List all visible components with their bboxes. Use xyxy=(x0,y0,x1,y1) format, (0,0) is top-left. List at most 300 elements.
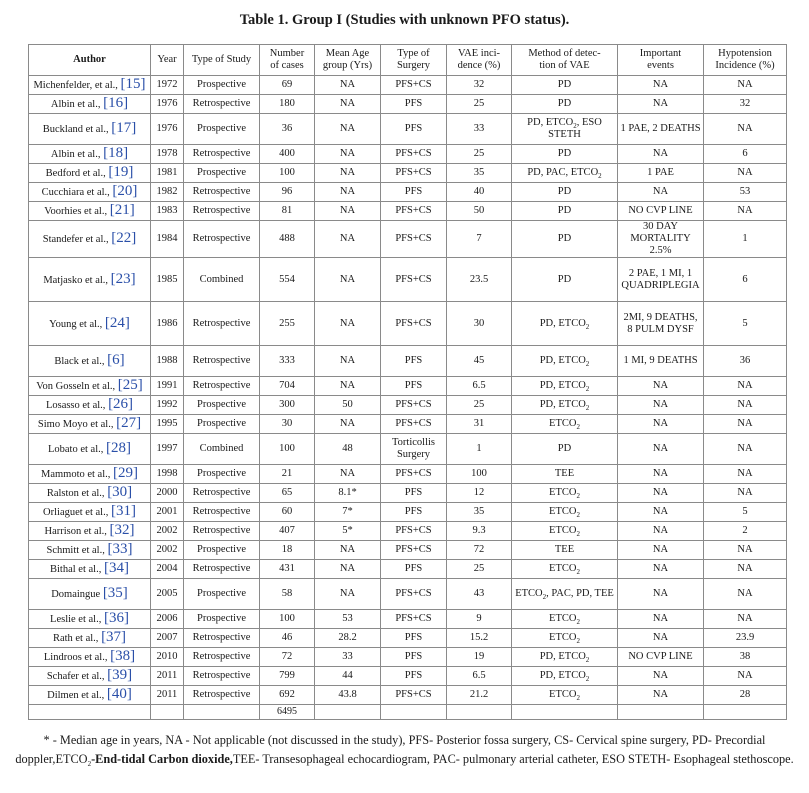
table-row xyxy=(29,648,787,667)
cell-vae: 21.2 xyxy=(447,686,512,705)
author-name: Ralston et al., xyxy=(46,488,108,499)
reference-link[interactable]: [35] xyxy=(102,585,128,601)
cell-author xyxy=(29,114,151,145)
table-row xyxy=(29,560,787,579)
author-name: Mammoto et al., xyxy=(40,469,114,480)
reference-link[interactable]: [26] xyxy=(108,396,134,412)
author-name: Dilmen et al., xyxy=(47,690,107,701)
table-row xyxy=(29,258,787,302)
author-name: Harrison et al., xyxy=(44,526,110,537)
cell-surgery: PFS xyxy=(381,183,447,202)
total-cases: 6495 xyxy=(260,705,315,720)
cell-vae: 31 xyxy=(447,415,512,434)
cell-method: TEE xyxy=(512,541,618,560)
cell-age: NA xyxy=(315,145,381,164)
cell-age: NA xyxy=(315,164,381,183)
cell-author xyxy=(29,465,151,484)
author-name: Matjasko et al., xyxy=(43,274,111,286)
cell-vae: 19 xyxy=(447,648,512,667)
cell-hypo: 2 xyxy=(704,522,787,541)
cell-vae: 35 xyxy=(447,503,512,522)
table-row xyxy=(29,434,787,465)
cell-surgery: PFS+CS xyxy=(381,541,447,560)
table-row xyxy=(29,202,787,221)
cell-events: NA xyxy=(618,610,704,629)
cell-age: 43.8 xyxy=(315,686,381,705)
cell-year: 1995 xyxy=(151,415,184,434)
cell-age: NA xyxy=(315,346,381,377)
cell-method: $ETCO_2$ xyxy=(512,484,618,503)
cell-study: Combined xyxy=(184,258,260,302)
cell-method: PD xyxy=(512,183,618,202)
cell-events: NA xyxy=(618,541,704,560)
cell-surgery: PFS xyxy=(381,629,447,648)
table-row xyxy=(29,415,787,434)
cell-vae: 35 xyxy=(447,164,512,183)
cell-study: Retrospective xyxy=(184,667,260,686)
cell-events: NA xyxy=(618,145,704,164)
cell-study: Prospective xyxy=(184,76,260,95)
header-study-type: Type of Study xyxy=(184,45,260,76)
cell-age: NA xyxy=(315,415,381,434)
cell-cases: 18 xyxy=(260,541,315,560)
cell-author xyxy=(29,503,151,522)
table-row xyxy=(29,164,787,183)
cell-surgery: PFS+CS xyxy=(381,145,447,164)
table-title: Table 1. Group I (Studies with unknown PFO status). xyxy=(239,12,570,28)
cell-author xyxy=(29,396,151,415)
cell-method: $ETCO_2$ xyxy=(512,610,618,629)
cell-author xyxy=(29,95,151,114)
cell-vae: 33 xyxy=(447,114,512,145)
cell-age: 50 xyxy=(315,396,381,415)
author-name: Schafer et al., xyxy=(46,671,108,682)
cell-hypo: 5 xyxy=(704,302,787,346)
author-name: Lobato et al., xyxy=(47,444,107,455)
footnote-text-2: TEE- Transesophageal echocardiogram, PAC- pulmonary arterial catheter, ESO STETH- Esophageal stethoscope. xyxy=(232,752,794,766)
empty-cell xyxy=(447,705,512,720)
table-row xyxy=(29,396,787,415)
cell-author xyxy=(29,667,151,686)
cell-events: NA xyxy=(618,95,704,114)
cell-vae: 43 xyxy=(447,579,512,610)
header-surgery: Type of Surgery xyxy=(381,45,447,76)
cell-vae: 7 xyxy=(447,221,512,258)
reference-link[interactable]: [29] xyxy=(113,465,139,481)
table-row xyxy=(29,145,787,164)
reference-link[interactable]: [28] xyxy=(106,440,132,456)
cell-method: $ETCO_2$ xyxy=(512,503,618,522)
cell-hypo: NA xyxy=(704,164,787,183)
cell-vae: 6.5 xyxy=(447,667,512,686)
reference-link[interactable]: [23] xyxy=(110,270,136,287)
cell-age: NA xyxy=(315,202,381,221)
cell-surgery: PFS+CS xyxy=(381,164,447,183)
cell-author xyxy=(29,377,151,396)
cell-cases: 554 xyxy=(260,258,315,302)
cell-study: Prospective xyxy=(184,610,260,629)
cell-method: PD, $ETCO_2$ xyxy=(512,396,618,415)
author-name: Lindroos et al., xyxy=(43,652,111,663)
cell-vae: 50 xyxy=(447,202,512,221)
cell-age: 33 xyxy=(315,648,381,667)
cell-author xyxy=(29,629,151,648)
reference-link[interactable]: [31] xyxy=(110,503,136,519)
table-row xyxy=(29,629,787,648)
cell-events: 2MI, 9 DEATHS, 8 PULM DYSF xyxy=(618,302,704,346)
reference-link[interactable]: [16] xyxy=(103,95,129,111)
reference-link[interactable]: [17] xyxy=(111,120,137,136)
cell-cases: 100 xyxy=(260,610,315,629)
cell-events: NA xyxy=(618,76,704,95)
author-name: Albin et al., xyxy=(50,99,104,110)
cell-surgery: PFS xyxy=(381,95,447,114)
reference-link[interactable]: [40] xyxy=(106,686,132,702)
cell-author xyxy=(29,302,151,346)
header-hypotension: Hypotension Incidence (%) xyxy=(704,45,787,76)
reference-link[interactable]: [24] xyxy=(104,314,130,331)
cell-author xyxy=(29,76,151,95)
cell-year: 1986 xyxy=(151,302,184,346)
empty-cell xyxy=(151,705,184,720)
author-name: Losasso et al., xyxy=(45,400,109,411)
cell-surgery: PFS xyxy=(381,560,447,579)
reference-link[interactable]: [21] xyxy=(109,202,135,218)
header-method: Method of detec- tion of VAE xyxy=(512,45,618,76)
cell-year: 2011 xyxy=(151,667,184,686)
cell-hypo: 38 xyxy=(704,648,787,667)
cell-events: NA xyxy=(618,560,704,579)
cell-age: NA xyxy=(315,302,381,346)
table-row xyxy=(29,95,787,114)
table-row xyxy=(29,579,787,610)
empty-cell xyxy=(512,705,618,720)
cell-surgery: PFS xyxy=(381,648,447,667)
cell-cases: 81 xyxy=(260,202,315,221)
cell-events: 30 DAY MORTALITY 2.5% xyxy=(618,221,704,258)
cell-study: Retrospective xyxy=(184,95,260,114)
cell-study: Prospective xyxy=(184,396,260,415)
reference-link[interactable]: [30] xyxy=(107,484,133,500)
table-row xyxy=(29,686,787,705)
cell-study: Retrospective xyxy=(184,484,260,503)
cell-year: 2010 xyxy=(151,648,184,667)
cell-vae: 6.5 xyxy=(447,377,512,396)
cell-method: $ETCO_2$, PAC, PD, TEE xyxy=(512,579,618,610)
table-row xyxy=(29,183,787,202)
cell-study: Retrospective xyxy=(184,686,260,705)
cell-surgery: PFS+CS xyxy=(381,302,447,346)
author-name: Von Gosseln et al., xyxy=(36,381,118,392)
cell-vae: 40 xyxy=(447,183,512,202)
cell-year: 2006 xyxy=(151,610,184,629)
cell-cases: 407 xyxy=(260,522,315,541)
cell-method: PD xyxy=(512,258,618,302)
cell-method: $ETCO_2$ xyxy=(512,560,618,579)
cell-study: Retrospective xyxy=(184,629,260,648)
table-row xyxy=(29,346,787,377)
cell-cases: 704 xyxy=(260,377,315,396)
cell-hypo: NA xyxy=(704,484,787,503)
cell-year: 1981 xyxy=(151,164,184,183)
cell-year: 1985 xyxy=(151,258,184,302)
cell-events: 1 PAE, 2 DEATHS xyxy=(618,114,704,145)
author-name: Buckland et al., xyxy=(42,124,112,135)
cell-year: 1992 xyxy=(151,396,184,415)
cell-surgery: PFS+CS xyxy=(381,579,447,610)
cell-age: NA xyxy=(315,95,381,114)
cell-year: 1984 xyxy=(151,221,184,258)
cell-events: NA xyxy=(618,686,704,705)
author-name: Bedford et al., xyxy=(45,168,109,179)
cell-cases: 100 xyxy=(260,434,315,465)
author-name: Standefer et al., xyxy=(42,234,112,245)
cell-year: 1972 xyxy=(151,76,184,95)
cell-year: 1988 xyxy=(151,346,184,377)
cell-hypo: NA xyxy=(704,377,787,396)
reference-link[interactable]: [25] xyxy=(117,377,143,393)
cell-vae: 25 xyxy=(447,145,512,164)
cell-year: 1998 xyxy=(151,465,184,484)
cell-study: Retrospective xyxy=(184,346,260,377)
cell-author xyxy=(29,648,151,667)
cell-events: NA xyxy=(618,183,704,202)
cell-surgery: PFS+CS xyxy=(381,522,447,541)
cell-method: TEE xyxy=(512,465,618,484)
cell-study: Retrospective xyxy=(184,221,260,258)
reference-link[interactable]: [38] xyxy=(110,648,136,664)
cell-events: NA xyxy=(618,377,704,396)
cell-method: PD, $ETCO_2$ xyxy=(512,302,618,346)
cell-study: Retrospective xyxy=(184,183,260,202)
author-name: Young et al., xyxy=(49,318,105,330)
cell-age: 7* xyxy=(315,503,381,522)
cell-hypo: NA xyxy=(704,667,787,686)
cell-hypo: 5 xyxy=(704,503,787,522)
table-row xyxy=(29,221,787,258)
cell-author xyxy=(29,610,151,629)
cell-age: 8.1* xyxy=(315,484,381,503)
cell-cases: 96 xyxy=(260,183,315,202)
cell-events: NA xyxy=(618,434,704,465)
cell-year: 1976 xyxy=(151,95,184,114)
reference-link[interactable]: [33] xyxy=(107,541,133,557)
cell-cases: 692 xyxy=(260,686,315,705)
cell-events: NA xyxy=(618,522,704,541)
cell-year: 1991 xyxy=(151,377,184,396)
cell-method: PD, $ETCO_2$ xyxy=(512,648,618,667)
cell-age: 28.2 xyxy=(315,629,381,648)
cell-study: Retrospective xyxy=(184,377,260,396)
cell-surgery: PFS xyxy=(381,484,447,503)
header-vae: VAE inci- dence (%) xyxy=(447,45,512,76)
cell-surgery: PFS xyxy=(381,114,447,145)
cell-cases: 46 xyxy=(260,629,315,648)
cell-age: 44 xyxy=(315,667,381,686)
cell-surgery: PFS+CS xyxy=(381,686,447,705)
reference-link[interactable]: [34] xyxy=(103,560,129,576)
reference-link[interactable]: [37] xyxy=(101,629,127,645)
cell-cases: 255 xyxy=(260,302,315,346)
reference-link[interactable]: [39] xyxy=(107,667,133,683)
author-name: Black et al., xyxy=(54,356,108,367)
cell-author xyxy=(29,346,151,377)
cell-author xyxy=(29,560,151,579)
cell-events: NO CVP LINE xyxy=(618,202,704,221)
cell-events: NA xyxy=(618,667,704,686)
cell-study: Prospective xyxy=(184,465,260,484)
cell-hypo: 32 xyxy=(704,95,787,114)
cell-hypo: NA xyxy=(704,610,787,629)
author-name: Bithal et al., xyxy=(50,564,104,575)
empty-cell xyxy=(29,705,151,720)
cell-study: Prospective xyxy=(184,164,260,183)
reference-link[interactable]: [36] xyxy=(103,610,129,626)
cell-hypo: 6 xyxy=(704,145,787,164)
author-name: Voorhies et al., xyxy=(44,206,110,217)
cell-study: Prospective xyxy=(184,579,260,610)
cell-age: 53 xyxy=(315,610,381,629)
reference-link[interactable]: [22] xyxy=(111,230,137,246)
cell-events: 1 MI, 9 DEATHS xyxy=(618,346,704,377)
reference-link[interactable]: [32] xyxy=(109,522,135,538)
header-author: Author xyxy=(29,45,151,76)
total-row xyxy=(29,705,787,720)
cell-cases: 400 xyxy=(260,145,315,164)
cell-age: NA xyxy=(315,541,381,560)
cell-surgery: PFS xyxy=(381,346,447,377)
cell-method: PD xyxy=(512,434,618,465)
cell-method: PD xyxy=(512,202,618,221)
cell-method: $ETCO_2$ xyxy=(512,686,618,705)
cell-method: PD, $ETCO_2$ xyxy=(512,377,618,396)
cell-age: NA xyxy=(315,258,381,302)
table-body xyxy=(29,76,787,720)
cell-events: NA xyxy=(618,415,704,434)
cell-year: 1978 xyxy=(151,145,184,164)
author-name: Simo Moyo et al., xyxy=(37,419,117,430)
cell-surgery: PFS+CS xyxy=(381,202,447,221)
cell-hypo: 53 xyxy=(704,183,787,202)
table-row xyxy=(29,114,787,145)
cell-hypo: NA xyxy=(704,560,787,579)
cell-year: 2011 xyxy=(151,686,184,705)
cell-method: $ETCO_2$ xyxy=(512,415,618,434)
table-header-row xyxy=(29,45,787,76)
cell-vae: 25 xyxy=(447,95,512,114)
cell-events: NA xyxy=(618,484,704,503)
cell-events: 1 PAE xyxy=(618,164,704,183)
cell-hypo: NA xyxy=(704,202,787,221)
cell-year: 1976 xyxy=(151,114,184,145)
cell-events: NA xyxy=(618,629,704,648)
cell-cases: 333 xyxy=(260,346,315,377)
cell-method: PD xyxy=(512,145,618,164)
cell-author xyxy=(29,145,151,164)
author-name: Domaingue xyxy=(51,589,103,600)
cell-study: Retrospective xyxy=(184,522,260,541)
cell-surgery: PFS+CS xyxy=(381,610,447,629)
cell-cases: 69 xyxy=(260,76,315,95)
empty-cell xyxy=(704,705,787,720)
cell-study: Retrospective xyxy=(184,648,260,667)
cell-method: PD xyxy=(512,76,618,95)
cell-hypo: NA xyxy=(704,465,787,484)
cell-author xyxy=(29,434,151,465)
cell-hypo: 36 xyxy=(704,346,787,377)
cell-vae: 45 xyxy=(447,346,512,377)
cell-method: PD, PAC, $ETCO_2$ xyxy=(512,164,618,183)
cell-author xyxy=(29,221,151,258)
cell-hypo: 23.9 xyxy=(704,629,787,648)
cell-age: NA xyxy=(315,221,381,258)
cell-cases: 58 xyxy=(260,579,315,610)
cell-surgery: PFS xyxy=(381,667,447,686)
author-name: Albin et al., xyxy=(50,149,104,160)
cell-year: 2004 xyxy=(151,560,184,579)
cell-vae: 9.3 xyxy=(447,522,512,541)
cell-study: Prospective xyxy=(184,114,260,145)
cell-study: Prospective xyxy=(184,415,260,434)
reference-link[interactable]: [18] xyxy=(103,145,129,161)
cell-study: Retrospective xyxy=(184,503,260,522)
cell-author xyxy=(29,484,151,503)
cell-hypo: NA xyxy=(704,76,787,95)
cell-age: NA xyxy=(315,183,381,202)
cell-age: NA xyxy=(315,114,381,145)
cell-hypo: NA xyxy=(704,579,787,610)
table-row xyxy=(29,76,787,95)
cell-method: $ETCO_2$ xyxy=(512,629,618,648)
reference-link[interactable]: [6] xyxy=(107,352,125,368)
cell-vae: 30 xyxy=(447,302,512,346)
cell-year: 2002 xyxy=(151,522,184,541)
reference-link[interactable]: [27] xyxy=(116,415,142,431)
cell-cases: 65 xyxy=(260,484,315,503)
cell-vae: 25 xyxy=(447,396,512,415)
cell-surgery: PFS xyxy=(381,377,447,396)
cell-year: 2000 xyxy=(151,484,184,503)
empty-cell xyxy=(618,705,704,720)
cell-author xyxy=(29,579,151,610)
cell-hypo: 1 xyxy=(704,221,787,258)
data-table xyxy=(28,44,787,720)
cell-hypo: NA xyxy=(704,541,787,560)
cell-events: NO CVP LINE xyxy=(618,648,704,667)
cell-cases: 60 xyxy=(260,503,315,522)
cell-hypo: NA xyxy=(704,396,787,415)
reference-link[interactable]: [19] xyxy=(108,164,134,180)
cell-hypo: NA xyxy=(704,415,787,434)
table-row xyxy=(29,484,787,503)
cell-cases: 100 xyxy=(260,164,315,183)
header-events: Important events xyxy=(618,45,704,76)
footnote xyxy=(4,731,805,769)
author-name: Schmitt et al., xyxy=(46,545,108,556)
cell-method: $ETCO_2$ xyxy=(512,522,618,541)
cell-method: PD, $ETCO_2$ xyxy=(512,667,618,686)
cell-year: 2001 xyxy=(151,503,184,522)
cell-author xyxy=(29,522,151,541)
cell-surgery: PFS xyxy=(381,503,447,522)
cell-age: 5* xyxy=(315,522,381,541)
cell-study: Retrospective xyxy=(184,560,260,579)
footnote-subscript: 2 xyxy=(87,760,92,768)
reference-link[interactable]: [20] xyxy=(112,183,138,199)
footnote-text: * - Median age in years, NA - Not applicable (not discussed in the study), PFS- Posterior fossa surgery, CS- Cervical spine surgery, PD- Precordial doppler,ETCO xyxy=(15,733,766,766)
cell-hypo: NA xyxy=(704,434,787,465)
reference-link[interactable]: [15] xyxy=(120,76,146,92)
